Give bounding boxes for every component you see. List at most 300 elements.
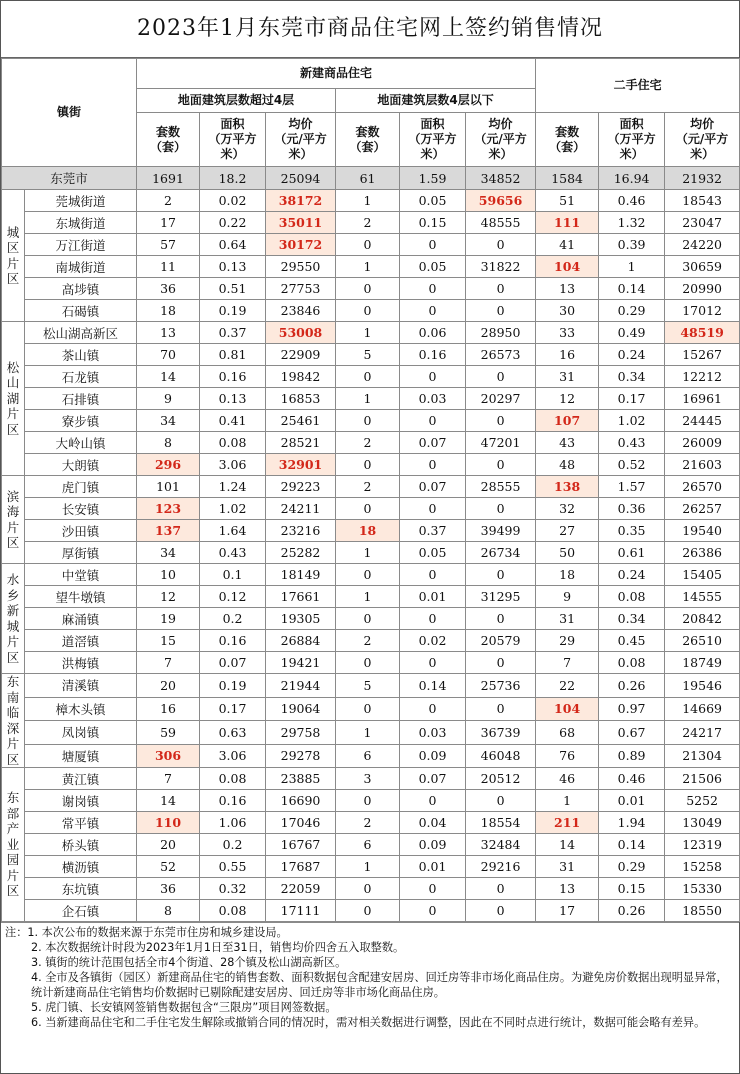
table-cell: 0.2 [200, 834, 266, 856]
town-name: 东城街道 [25, 212, 137, 234]
table-cell: 0 [400, 564, 466, 586]
table-cell: 33 [536, 322, 599, 344]
table-cell: 0 [466, 652, 536, 674]
table-cell: 14555 [665, 586, 740, 608]
table-cell: 0 [466, 900, 536, 922]
table-cell: 0.14 [599, 278, 665, 300]
table-cell: 31295 [466, 586, 536, 608]
table-cell: 0.05 [400, 190, 466, 212]
table-cell: 29 [536, 630, 599, 652]
table-cell: 28521 [266, 432, 336, 454]
table-cell: 41 [536, 234, 599, 256]
table-cell: 17046 [266, 812, 336, 834]
table-row [2, 190, 740, 212]
table-cell: 14669 [665, 697, 740, 721]
table-cell: 29223 [266, 476, 336, 498]
table-cell: 20512 [466, 768, 536, 790]
table-cell: 1 [336, 256, 400, 278]
table-cell: 107 [536, 410, 599, 432]
table-cell: 0.46 [599, 190, 665, 212]
table-cell: 0 [336, 300, 400, 322]
table-cell: 14 [536, 834, 599, 856]
table-cell: 28950 [466, 322, 536, 344]
table-cell: 6 [336, 834, 400, 856]
table-cell: 306 [137, 744, 200, 768]
table-cell: 1.64 [200, 520, 266, 542]
area-header: 面积 （万平方 米） [400, 113, 466, 167]
table-cell: 15 [137, 630, 200, 652]
town-name: 望牛墩镇 [25, 586, 137, 608]
table-cell: 1 [336, 856, 400, 878]
table-cell: 0.64 [200, 234, 266, 256]
table-cell: 2 [336, 432, 400, 454]
town-name: 大岭山镇 [25, 432, 137, 454]
table-cell: 31 [536, 856, 599, 878]
table-cell: 3.06 [200, 744, 266, 768]
table-cell: 34 [137, 410, 200, 432]
table-cell: 22909 [266, 344, 336, 366]
table-row [2, 856, 740, 878]
table-cell: 16853 [266, 388, 336, 410]
table-cell: 0 [336, 366, 400, 388]
table-cell: 43 [536, 432, 599, 454]
table-cell: 20 [137, 834, 200, 856]
table-cell: 20579 [466, 630, 536, 652]
table-cell: 34 [137, 542, 200, 564]
table-row [2, 476, 740, 498]
table-cell: 8 [137, 432, 200, 454]
table-row [2, 564, 740, 586]
table-row [2, 834, 740, 856]
footnote: 3. 镇街的统计范围包括全市4个街道、28个镇及松山湖高新区。 [31, 956, 347, 969]
table-cell: 29758 [266, 721, 336, 745]
table-cell: 1 [336, 322, 400, 344]
table-cell: 0.46 [599, 768, 665, 790]
table-cell: 0 [400, 300, 466, 322]
table-cell: 15330 [665, 878, 740, 900]
table-row [2, 790, 740, 812]
table-cell: 24220 [665, 234, 740, 256]
table-row [2, 900, 740, 922]
table-cell: 0.16 [400, 344, 466, 366]
table-cell: 17687 [266, 856, 336, 878]
table-row [2, 432, 740, 454]
table-cell: 0 [466, 790, 536, 812]
table-cell: 16767 [266, 834, 336, 856]
table-cell: 0.14 [400, 674, 466, 698]
table-cell: 0 [336, 878, 400, 900]
header-new-homes: 新建商品住宅 [137, 59, 536, 89]
table-cell: 12319 [665, 834, 740, 856]
table-cell: 0.37 [200, 322, 266, 344]
table-cell: 0.49 [599, 322, 665, 344]
table-cell: 0.08 [200, 432, 266, 454]
table-cell: 19842 [266, 366, 336, 388]
table-cell: 0.34 [599, 366, 665, 388]
zone-label: 水 乡 新 城 片 区 [2, 564, 25, 674]
table-cell: 1.02 [200, 498, 266, 520]
table-cell: 32 [536, 498, 599, 520]
table-cell: 111 [536, 212, 599, 234]
table-cell: 0.08 [599, 652, 665, 674]
table-cell: 0.41 [200, 410, 266, 432]
table-cell: 104 [536, 697, 599, 721]
table-row [2, 652, 740, 674]
table-cell: 0.52 [599, 454, 665, 476]
table-cell: 12212 [665, 366, 740, 388]
table-cell: 20990 [665, 278, 740, 300]
table-cell: 15405 [665, 564, 740, 586]
table-cell: 1.32 [599, 212, 665, 234]
table-cell: 0.07 [400, 476, 466, 498]
table-cell: 13049 [665, 812, 740, 834]
table-row [2, 212, 740, 234]
table-cell: 0 [400, 878, 466, 900]
table-cell: 0 [336, 234, 400, 256]
town-name: 莞城街道 [25, 190, 137, 212]
town-name: 麻涌镇 [25, 608, 137, 630]
price-header: 均价 （元/平方 米） [466, 113, 536, 167]
zone-label: 城 区 片 区 [2, 190, 25, 322]
table-cell: 30 [536, 300, 599, 322]
table-cell: 101 [137, 476, 200, 498]
table-row [2, 608, 740, 630]
table-cell: 46048 [466, 744, 536, 768]
table-cell: 21506 [665, 768, 740, 790]
table-cell: 1 [536, 790, 599, 812]
table-cell: 0 [400, 697, 466, 721]
table-cell: 39499 [466, 520, 536, 542]
table-cell: 0.08 [200, 768, 266, 790]
table-cell: 0.63 [200, 721, 266, 745]
table-cell: 0.03 [400, 721, 466, 745]
town-name: 茶山镇 [25, 344, 137, 366]
table-cell: 68 [536, 721, 599, 745]
table-cell: 32484 [466, 834, 536, 856]
table-cell: 0.09 [400, 744, 466, 768]
town-name: 高埗镇 [25, 278, 137, 300]
town-name: 樟木头镇 [25, 697, 137, 721]
total-row [2, 167, 740, 190]
price-header: 均价 （元/平方 米） [665, 113, 740, 167]
table-cell: 0.24 [599, 344, 665, 366]
table-cell: 21304 [665, 744, 740, 768]
table-cell: 0.32 [200, 878, 266, 900]
table-cell: 0.45 [599, 630, 665, 652]
table-cell: 0 [400, 498, 466, 520]
table-cell: 0.51 [200, 278, 266, 300]
table-cell: 0.05 [400, 542, 466, 564]
town-name: 常平镇 [25, 812, 137, 834]
table-cell: 0.22 [200, 212, 266, 234]
table-cell: 0.39 [599, 234, 665, 256]
table-cell: 16 [536, 344, 599, 366]
table-cell: 30172 [266, 234, 336, 256]
table-cell: 0.34 [599, 608, 665, 630]
table-cell: 0 [336, 564, 400, 586]
table-row [2, 410, 740, 432]
table-cell: 19305 [266, 608, 336, 630]
table-cell: 12 [536, 388, 599, 410]
table-cell: 0.01 [400, 586, 466, 608]
table-cell: 1.06 [200, 812, 266, 834]
table-cell: 1691 [137, 167, 200, 190]
footnote: 6. 当新建商品住宅和二手住宅发生解除或撤销合同的情况时，需对相关数据进行调整，因此在不同时点进行统计，数据可能会略有差异。 [31, 1016, 706, 1029]
table-cell: 0.14 [599, 834, 665, 856]
table-row [2, 630, 740, 652]
table-cell: 0 [400, 790, 466, 812]
footnote: 2. 本次数据统计时段为2023年1月1日至31日，销售均价四舍五入取整数。 [31, 941, 405, 954]
table-cell: 24217 [665, 721, 740, 745]
table-cell: 123 [137, 498, 200, 520]
table-cell: 27 [536, 520, 599, 542]
table-cell: 0 [466, 564, 536, 586]
table-cell: 0.02 [200, 190, 266, 212]
units-header: 套数 （套） [336, 113, 400, 167]
table-cell: 26884 [266, 630, 336, 652]
table-cell: 29278 [266, 744, 336, 768]
footnote: 4. 全市及各镇街（园区）新建商品住宅的销售套数、面积数据包含配建安居房、回迁房等非市场化商品住房。为避免房价数据出现明显异常，统计新建商品住宅销售均价数据时已剔除配建安居房、回迁房等非市场化商品住房。 [31, 971, 728, 999]
table-cell: 0.55 [200, 856, 266, 878]
table-cell: 31 [536, 608, 599, 630]
table-row [2, 768, 740, 790]
table-cell: 1.59 [400, 167, 466, 190]
table-cell: 0.07 [400, 768, 466, 790]
town-name: 企石镇 [25, 900, 137, 922]
table-row [2, 586, 740, 608]
town-name: 东坑镇 [25, 878, 137, 900]
table-cell: 57 [137, 234, 200, 256]
table-cell: 59656 [466, 190, 536, 212]
table-row [2, 366, 740, 388]
table-cell: 52 [137, 856, 200, 878]
table-cell: 137 [137, 520, 200, 542]
table-cell: 13 [536, 878, 599, 900]
table-cell: 0 [336, 278, 400, 300]
table-cell: 13 [536, 278, 599, 300]
table-row [2, 498, 740, 520]
sales-table [1, 58, 740, 922]
table-cell: 34852 [466, 167, 536, 190]
table-cell: 0 [400, 366, 466, 388]
table-cell: 18 [137, 300, 200, 322]
table-cell: 5 [336, 344, 400, 366]
table-cell: 104 [536, 256, 599, 278]
table-cell: 1 [336, 586, 400, 608]
table-cell: 2 [137, 190, 200, 212]
footnote: 5. 虎门镇、长安镇网签销售数据包含“三限房”项目网签数据。 [31, 1001, 337, 1014]
footnotes [1, 922, 739, 1030]
table-cell: 18 [336, 520, 400, 542]
table-cell: 0.07 [400, 432, 466, 454]
table-cell: 1 [336, 190, 400, 212]
table-row [2, 674, 740, 698]
table-row [2, 721, 740, 745]
table-cell: 31822 [466, 256, 536, 278]
table-cell: 0 [466, 878, 536, 900]
table-cell: 296 [137, 454, 200, 476]
table-cell: 2 [336, 812, 400, 834]
table-cell: 0.29 [599, 300, 665, 322]
town-name: 横沥镇 [25, 856, 137, 878]
table-cell: 1 [599, 256, 665, 278]
table-cell: 7 [137, 768, 200, 790]
table-cell: 21932 [665, 167, 740, 190]
table-cell: 35011 [266, 212, 336, 234]
town-name: 沙田镇 [25, 520, 137, 542]
table-cell: 0 [336, 498, 400, 520]
table-cell: 46 [536, 768, 599, 790]
table-cell: 7 [536, 652, 599, 674]
town-name: 厚街镇 [25, 542, 137, 564]
table-cell: 19540 [665, 520, 740, 542]
table-cell: 36 [137, 278, 200, 300]
table-cell: 0.03 [400, 388, 466, 410]
table-cell: 25736 [466, 674, 536, 698]
table-cell: 0.09 [400, 834, 466, 856]
table-row [2, 234, 740, 256]
table-cell: 0.17 [200, 697, 266, 721]
table-cell: 28555 [466, 476, 536, 498]
table-cell: 0.17 [599, 388, 665, 410]
table-cell: 15267 [665, 344, 740, 366]
table-cell: 0.36 [599, 498, 665, 520]
table-cell: 29216 [466, 856, 536, 878]
town-name: 万江街道 [25, 234, 137, 256]
table-cell: 0 [466, 278, 536, 300]
table-cell: 0 [336, 900, 400, 922]
table-cell: 14 [137, 790, 200, 812]
table-cell: 3.06 [200, 454, 266, 476]
table-cell: 26734 [466, 542, 536, 564]
table-cell: 0 [400, 234, 466, 256]
table-cell: 0.15 [599, 878, 665, 900]
town-name: 清溪镇 [25, 674, 137, 698]
town-name: 虎门镇 [25, 476, 137, 498]
table-cell: 51 [536, 190, 599, 212]
table-row [2, 454, 740, 476]
table-cell: 0.01 [400, 856, 466, 878]
town-name: 寮步镇 [25, 410, 137, 432]
table-cell: 0 [466, 498, 536, 520]
table-cell: 11 [137, 256, 200, 278]
table-cell: 0.19 [200, 300, 266, 322]
table-cell: 25282 [266, 542, 336, 564]
table-cell: 0 [400, 900, 466, 922]
table-cell: 0.12 [200, 586, 266, 608]
table-cell: 0.2 [200, 608, 266, 630]
table-cell: 0.16 [200, 790, 266, 812]
table-cell: 17661 [266, 586, 336, 608]
table-cell: 0.81 [200, 344, 266, 366]
table-row [2, 322, 740, 344]
town-name: 洪梅镇 [25, 652, 137, 674]
table-cell: 0.35 [599, 520, 665, 542]
table-cell: 0.16 [200, 630, 266, 652]
header-above-4-floors: 地面建筑层数超过4层 [137, 89, 336, 113]
table-cell: 0 [466, 300, 536, 322]
table-cell: 0 [466, 454, 536, 476]
price-header: 均价 （元/平方 米） [266, 113, 336, 167]
table-cell: 12 [137, 586, 200, 608]
table-cell: 0.07 [200, 652, 266, 674]
table-row [2, 812, 740, 834]
table-cell: 0 [336, 790, 400, 812]
table-cell: 48555 [466, 212, 536, 234]
table-cell: 0 [336, 608, 400, 630]
table-cell: 0.43 [599, 432, 665, 454]
table-cell: 0.1 [200, 564, 266, 586]
table-cell: 8 [137, 900, 200, 922]
table-cell: 50 [536, 542, 599, 564]
table-cell: 0.04 [400, 812, 466, 834]
town-name: 石排镇 [25, 388, 137, 410]
table-cell: 0.15 [400, 212, 466, 234]
table-cell: 16 [137, 697, 200, 721]
table-cell: 70 [137, 344, 200, 366]
table-cell: 21603 [665, 454, 740, 476]
table-cell: 0.16 [200, 366, 266, 388]
table-cell: 1 [336, 721, 400, 745]
table-cell: 22059 [266, 878, 336, 900]
table-cell: 29550 [266, 256, 336, 278]
table-cell: 6 [336, 744, 400, 768]
table-cell: 18550 [665, 900, 740, 922]
table-cell: 32901 [266, 454, 336, 476]
table-cell: 20842 [665, 608, 740, 630]
header-town: 镇街 [2, 59, 137, 167]
town-name: 石龙镇 [25, 366, 137, 388]
table-cell: 2 [336, 630, 400, 652]
town-name: 谢岗镇 [25, 790, 137, 812]
table-cell: 0 [336, 652, 400, 674]
table-cell: 1 [336, 542, 400, 564]
town-name: 大朗镇 [25, 454, 137, 476]
table-cell: 76 [536, 744, 599, 768]
table-cell: 17 [536, 900, 599, 922]
table-cell: 0 [336, 454, 400, 476]
table-row [2, 744, 740, 768]
zone-label: 东 部 产 业 园 片 区 [2, 768, 25, 922]
table-cell: 110 [137, 812, 200, 834]
table-cell: 0.01 [599, 790, 665, 812]
zone-label: 东 南 临 深 片 区 [2, 674, 25, 768]
table-cell: 26510 [665, 630, 740, 652]
table-cell: 0.02 [400, 630, 466, 652]
table-cell: 138 [536, 476, 599, 498]
table-cell: 0.19 [200, 674, 266, 698]
table-cell: 17 [137, 212, 200, 234]
table-cell: 0 [400, 410, 466, 432]
table-cell: 0.05 [400, 256, 466, 278]
table-cell: 0.13 [200, 256, 266, 278]
table-cell: 0 [466, 410, 536, 432]
table-cell: 23846 [266, 300, 336, 322]
table-cell: 0.26 [599, 674, 665, 698]
table-cell: 0 [466, 608, 536, 630]
table-cell: 19546 [665, 674, 740, 698]
table-cell: 0.08 [599, 586, 665, 608]
table-cell: 0.13 [200, 388, 266, 410]
town-name: 凤岗镇 [25, 721, 137, 745]
table-cell: 1.24 [200, 476, 266, 498]
table-cell: 0 [336, 697, 400, 721]
table-cell: 18749 [665, 652, 740, 674]
table-cell: 26009 [665, 432, 740, 454]
table-row [2, 878, 740, 900]
header-below-4-floors: 地面建筑层数4层以下 [336, 89, 536, 113]
table-cell: 0.26 [599, 900, 665, 922]
